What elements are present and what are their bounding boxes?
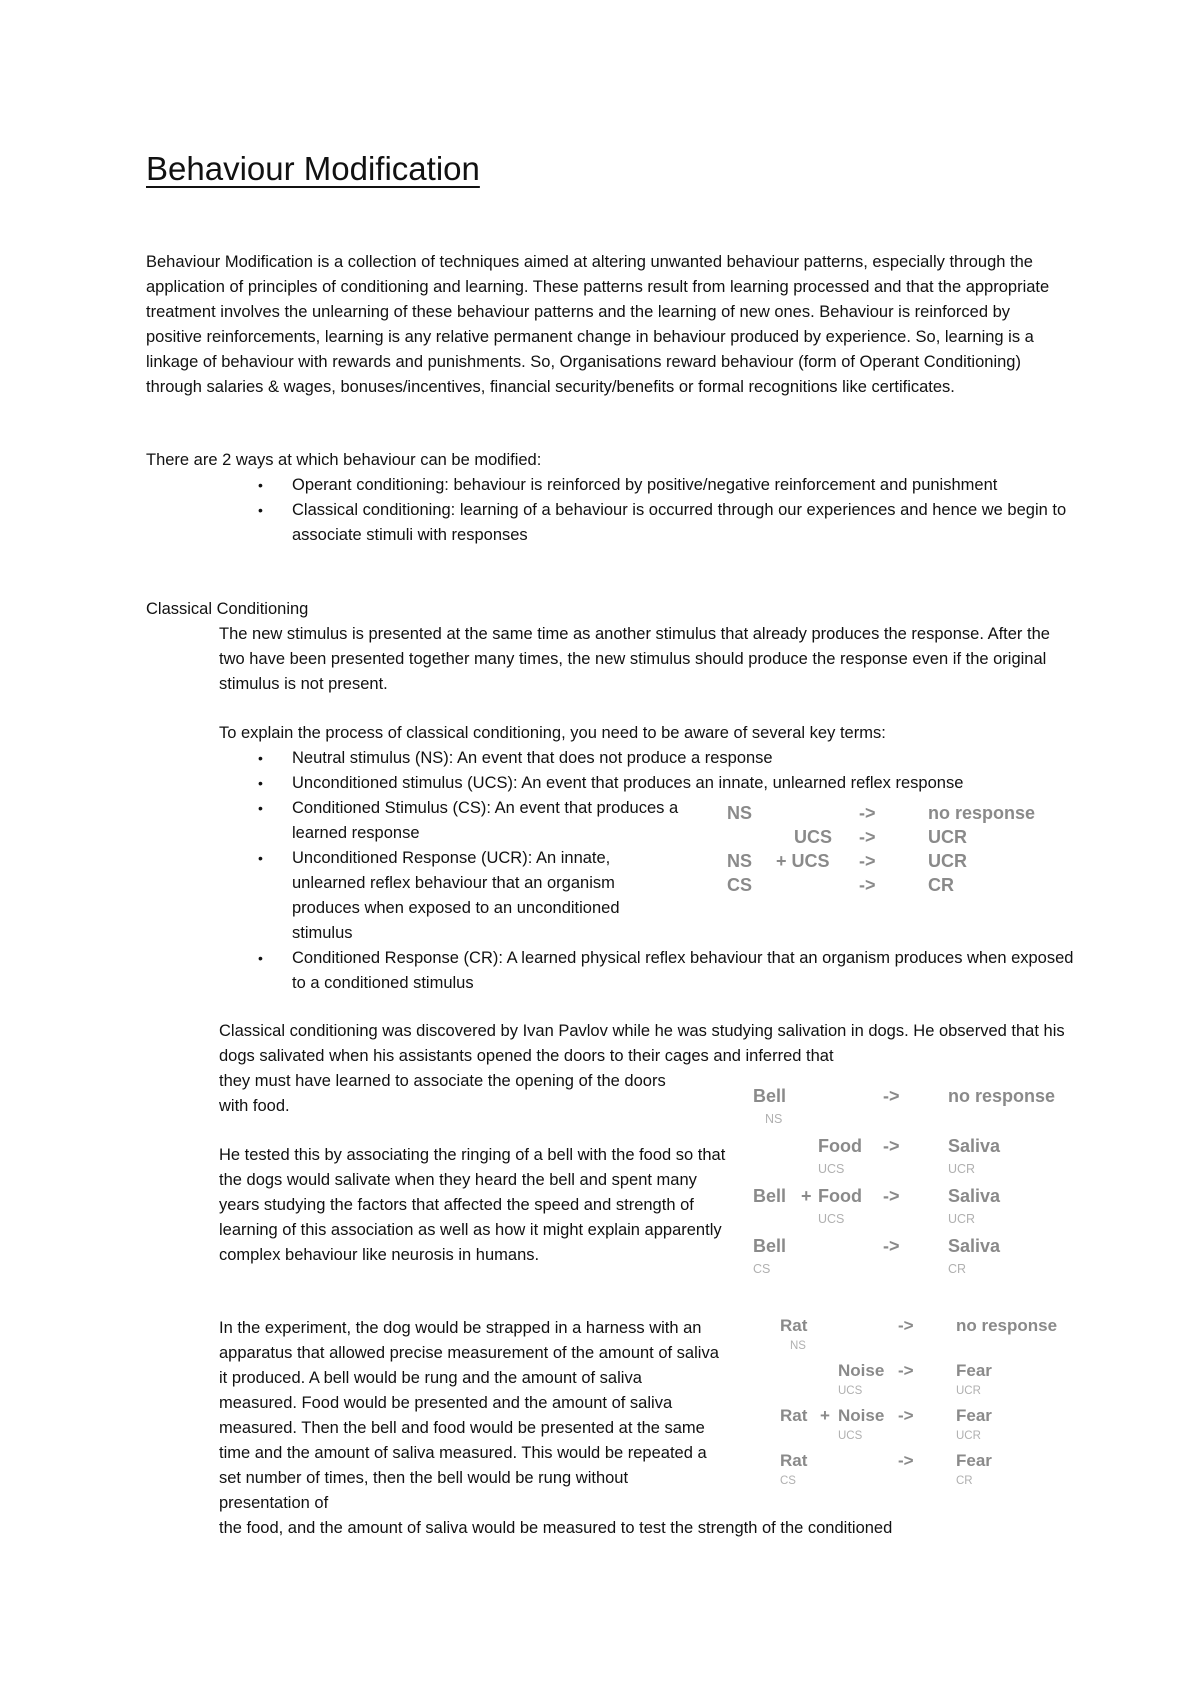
diagram-label: UCS (794, 827, 833, 847)
document-title: Behaviour Modification (146, 150, 480, 187)
experiment-paragraph: In the experiment, the dog would be strapped in a harness with an apparatus that allowed precise measurement of the amount of saliva it produced. A bell would be rung and the amount of saliva measured. Food would be presented and the amount of saliva measured. Then the bell and food would be presented at the same time and the amount of saliva measured. This would be repeated a set number of times, then the bell would be rung without presentation of (219, 1319, 719, 1512)
diagram-plus: + (820, 1406, 830, 1425)
bullet-icon: • (258, 750, 263, 766)
diagram-label: Rat (780, 1316, 808, 1335)
list-item (258, 771, 1082, 796)
list-item (258, 796, 682, 846)
diagram-plus: + (801, 1186, 812, 1206)
diagram-label: NS (727, 803, 753, 823)
diagram-arrow: -> (898, 1361, 914, 1380)
diagram-arrow: -> (859, 827, 876, 847)
diagram-label: CS (727, 875, 753, 895)
diagram-sublabel: CS (780, 1475, 796, 1487)
bullet-icon: • (258, 502, 263, 518)
bullet-icon: • (258, 800, 263, 816)
diagram-arrow: -> (859, 803, 876, 823)
diagram-sublabel: CR (948, 1262, 967, 1276)
diagram-sublabel: UCR (948, 1212, 976, 1226)
cc-paragraph: The new stimulus is presented at the same time as another stimulus that already produces the response. After the two have been presented together many times, the new stimulus should produce the response even if the original stimulus is not present. (219, 625, 1050, 693)
diagram-arrow: -> (883, 1086, 900, 1106)
diagram-sublabel: CR (956, 1475, 973, 1487)
bullet-icon: • (258, 775, 263, 791)
intro-paragraph: Behaviour Modification is a collection of techniques aimed at altering unwanted behaviour patterns, especially through the application of principles of conditioning and learning. These patterns result from learning processed and that the appropriate treatment involves the unlearning of these behaviour patterns and the learning of new ones. Behaviour is reinforced by positive reinforcements, learning is any relative permanent change in behaviour produced by experience. So, learning is a linkage of behaviour with rewards and punishments. So, Organisations reward behaviour (form of Operant Conditioning) through salaries & wages, bonuses/incentives, financial security/benefits or formal recognitions like certificates. (146, 253, 1050, 396)
list-item (258, 946, 1082, 996)
list-item (258, 473, 1082, 498)
diagram-label: Saliva (948, 1236, 1001, 1256)
diagram-label: Bell (753, 1236, 787, 1256)
list-item-text: Classical conditioning: learning of a behaviour is occurred through our experiences and hence we begin to associate stimuli with responses (292, 501, 1067, 544)
diagram-sublabel: UCS (838, 1430, 863, 1442)
diagram-label: Saliva (948, 1136, 1001, 1156)
diagram-sublabel: UCR (956, 1430, 981, 1442)
diagram-arrow: -> (859, 875, 876, 895)
diagram-label: Rat (780, 1451, 808, 1470)
diagram-sublabel: UCS (818, 1162, 845, 1176)
list-item (258, 498, 1082, 548)
diagram-label: Fear (956, 1361, 992, 1380)
list-item-text: Neutral stimulus (NS): An event that does not produce a response (292, 749, 773, 767)
list-item (258, 846, 682, 946)
diagram-label: no response (948, 1086, 1056, 1106)
bullet-icon: • (258, 850, 263, 866)
list-item-text: Operant conditioning: behaviour is reinforced by positive/negative reinforcement and punishment (292, 476, 998, 494)
diagram-label: UCR (928, 827, 967, 847)
diagram-arrow: -> (859, 851, 876, 871)
list-item-text: Conditioned Stimulus (CS): An event that produces a learned response (292, 799, 679, 842)
diagram-label: Bell (753, 1186, 787, 1206)
pavlov-paragraph: Classical conditioning was discovered by Ivan Pavlov while he was studying salivation in dogs. He observed that his dogs salivated when his assistants opened the doors to their cages and inferred that (219, 1022, 1065, 1065)
diagram-sublabel: CS (753, 1262, 771, 1276)
diagram-arrow: -> (898, 1316, 914, 1335)
diagram-label: Fear (956, 1451, 992, 1470)
diagram-arrow: -> (883, 1136, 900, 1156)
diagram-sublabel: UCS (838, 1385, 863, 1397)
diagram-sublabel: UCS (818, 1212, 845, 1226)
diagram-label: Fear (956, 1406, 992, 1425)
diagram-arrow: -> (898, 1406, 914, 1425)
diagram-arrow: -> (898, 1451, 914, 1470)
diagram-label: Saliva (948, 1186, 1001, 1206)
diagram-label: UCR (928, 851, 967, 871)
diagram-sublabel: UCR (948, 1162, 976, 1176)
diagram-sublabel: UCR (956, 1385, 981, 1397)
diagram-label: Rat (780, 1406, 808, 1425)
pavlov-test-paragraph: He tested this by associating the ringing of a bell with the food so that the dogs would salivate when they heard the bell and spent many years studying the factors that affected the speed and strength of learning of this association as well as how it might explain apparently complex behaviour like neurosis in humans. (219, 1146, 726, 1264)
list-item-text: Unconditioned stimulus (UCS): An event that produces an innate, unlearned reflex response (292, 774, 964, 792)
list-item-text: Unconditioned Response (UCR): An innate, unlearned reflex behaviour that an organism produces when exposed to an unconditioned stimulus (292, 849, 620, 942)
ways-list (258, 473, 1082, 548)
diagram-sublabel: NS (790, 1340, 806, 1352)
diagram-label: NS (727, 851, 753, 871)
diagram-label: Food (818, 1136, 862, 1156)
diagram-arrow: -> (883, 1186, 900, 1206)
diagram-label: Bell (753, 1086, 787, 1106)
diagram-label: no response (928, 803, 1036, 823)
diagram-label: no response (956, 1316, 1058, 1335)
experiment-paragraph-continued: the food, and the amount of saliva would be measured to test the strength of the conditioned (219, 1519, 893, 1537)
diagram-label: CR (928, 875, 954, 895)
key-terms-lead: To explain the process of classical conditioning, you need to be aware of several key terms: (219, 724, 886, 742)
diagram-sublabel: NS (765, 1112, 783, 1126)
diagram-label: Noise (838, 1406, 885, 1425)
diagram-label: Noise (838, 1361, 885, 1380)
bullet-icon: • (258, 950, 263, 966)
bullet-icon: • (258, 477, 263, 493)
pavlov-paragraph-continued: they must have learned to associate the opening of the doors with food. (219, 1072, 666, 1115)
list-item-text: Conditioned Response (CR): A learned physical reflex behaviour that an organism produces when exposed to a conditioned stimulus (292, 949, 1074, 992)
diagram-label: Food (818, 1186, 862, 1206)
diagram-label: + UCS (776, 851, 830, 871)
section-heading: Classical Conditioning (146, 600, 309, 618)
diagram-arrow: -> (883, 1236, 900, 1256)
list-item (258, 746, 1082, 771)
ways-lead-text: There are 2 ways at which behaviour can be modified: (146, 451, 542, 469)
